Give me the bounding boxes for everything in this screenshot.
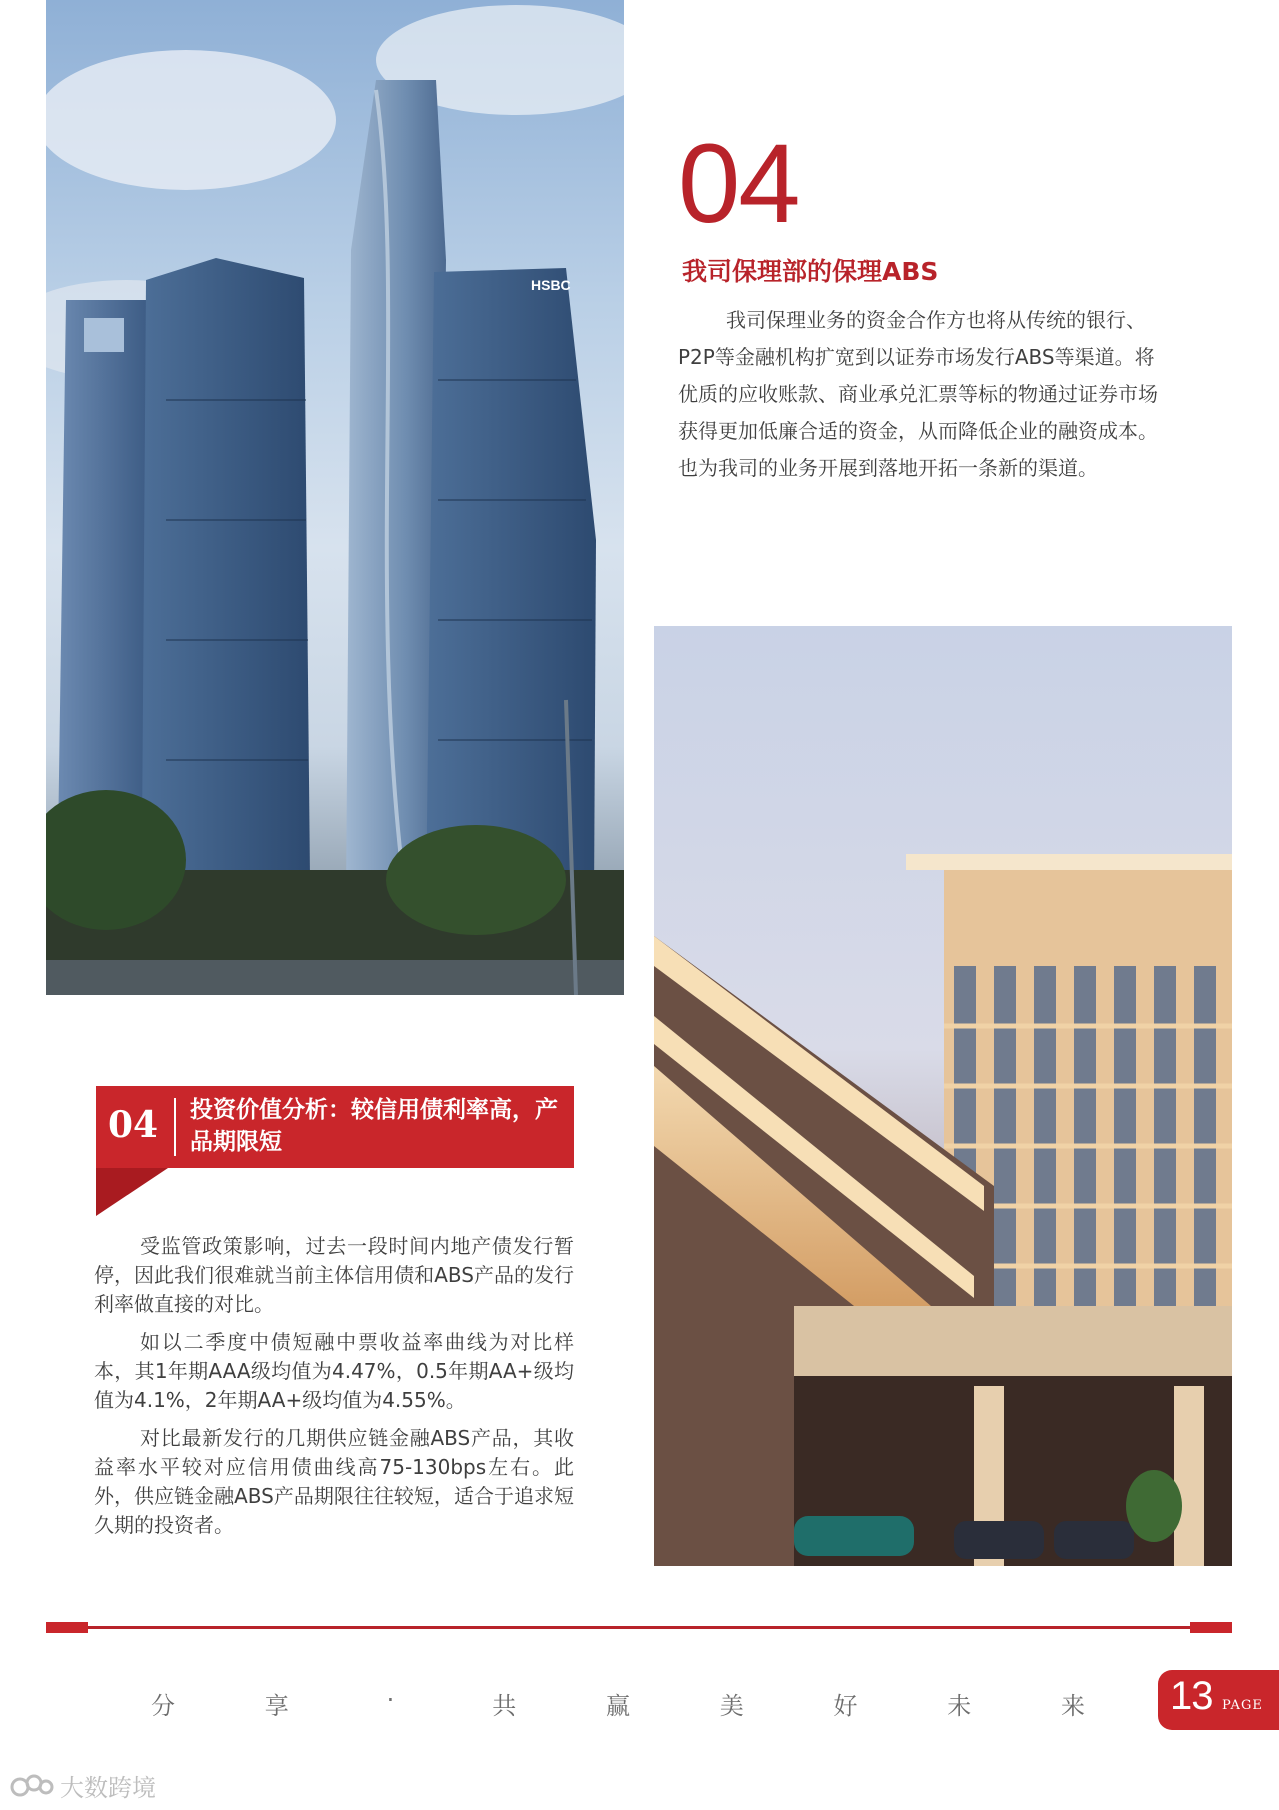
slogan-char: 分 [151,1692,175,1720]
skyline-photo [46,0,624,995]
footer-rule-cap-right [1190,1622,1232,1633]
analysis-paragraph: 如以二季度中债短融中票收益率曲线为对比样本，其1年期AAA级均值为4.47%，0.5年期AA+级均值为4.1%，2年期AA+级均值为4.55%。 [94,1330,574,1412]
slogan-char: 共 [492,1692,517,1720]
building-photo [654,626,1232,1566]
banner-tail [96,1168,168,1216]
slogan-char: 美 [719,1692,744,1720]
page-word: PAGE [1222,1698,1263,1713]
section-body [678,302,1218,487]
section-number: 04 [678,121,799,246]
slogan-char: 未 [947,1692,972,1720]
analysis-paragraph: 受监管政策影响，过去一段时间内地产债发行暂停，因此我们很难就当前主体信用债和ABS产品的发行利率做直接的对比。 [94,1234,574,1316]
slogan-char: 赢 [606,1692,630,1720]
banner-number: 04 [108,1104,159,1146]
banner-title: 投资价值分析：较信用债利率高，产品期限短 [190,1097,558,1155]
section-title: 我司保理部的保理ABS [682,257,939,286]
section-paragraph: 我司保理业务的资金合作方也将从传统的银行、 [726,308,1146,332]
watermark [10,1768,156,1803]
slogan-char: 好 [833,1692,858,1720]
slogan-char: 来 [1061,1692,1085,1720]
slogan-char: 享 [264,1692,289,1720]
analysis-paragraph: 对比最新发行的几期供应链金融ABS产品，其收益率水平较对应信用债曲线高75-130bps左右。此外，供应链金融ABS产品期限往往较短，适合于追求短久期的投资者。 [94,1426,574,1537]
footer-rule [46,1626,1232,1629]
section-paragraph: 优质的应收账款、商业承兑汇票等标的物通过证券市场 [678,382,1158,406]
page-number: 13 [1170,1674,1213,1718]
watermark-logo-icon [10,1771,54,1801]
footer-slogan [148,1686,1088,1721]
footer-rule-cap-left [46,1622,88,1633]
section-paragraph: 获得更加低廉合适的资金，从而降低企业的融资成本。 [678,419,1158,443]
analysis-body [94,1232,574,1549]
hsbc-sign: HSBC [531,277,571,293]
banner-divider [174,1098,176,1156]
section-paragraph: 也为我司的业务开展到落地开拓一条新的渠道。 [678,456,1098,480]
watermark-text: 大数跨境 [60,1774,156,1802]
section-paragraph: P2P等金融机构扩宽到以证券市场发行ABS等渠道。将 [678,345,1155,369]
page-badge [1158,1670,1279,1730]
slogan-char: · [386,1686,395,1714]
